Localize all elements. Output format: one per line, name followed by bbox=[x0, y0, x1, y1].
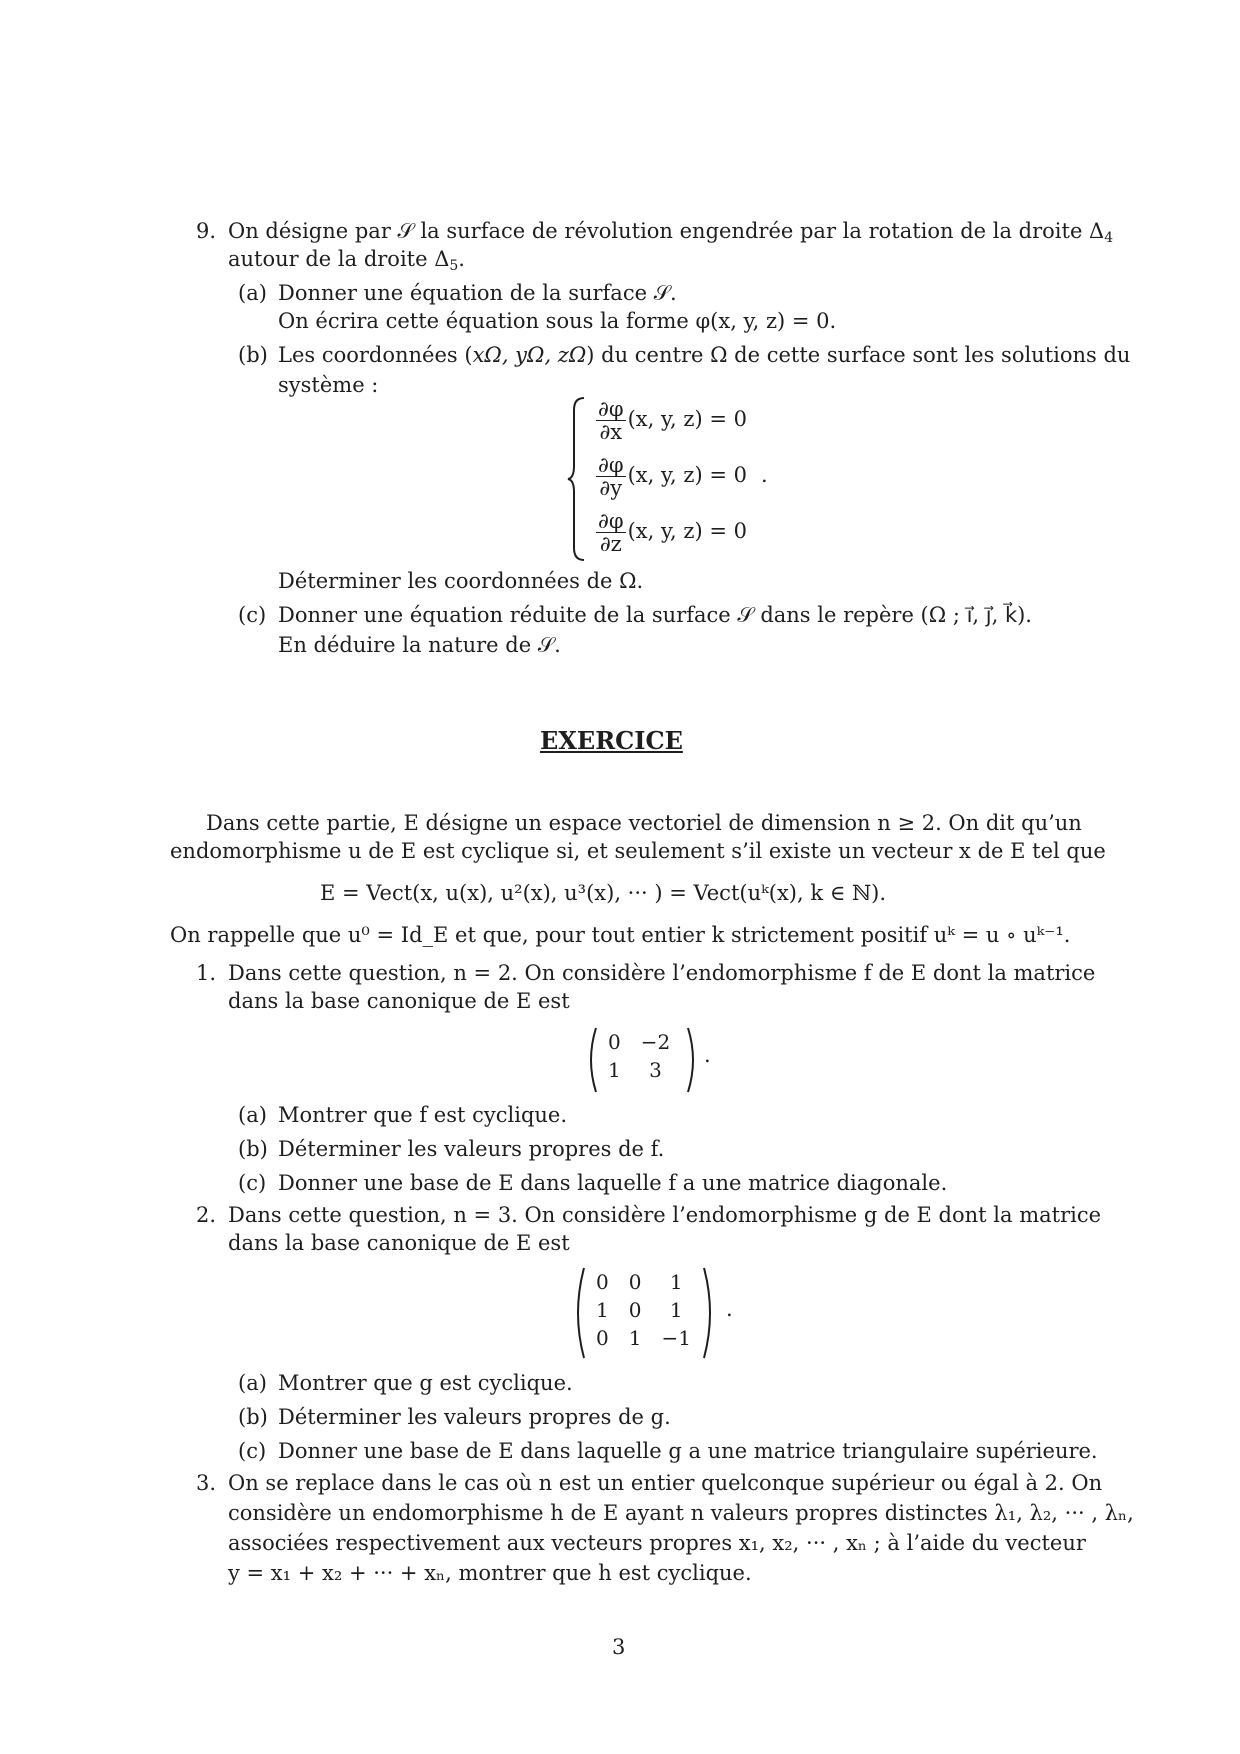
q9-number: 9. bbox=[196, 219, 217, 243]
q1-line-2: dans la base canonique de E est bbox=[228, 989, 570, 1013]
q9-b-line-2: système : bbox=[278, 373, 379, 397]
system-brace bbox=[566, 396, 588, 562]
q9-b-label: (b) bbox=[238, 343, 268, 367]
system-equation-x: $\frac{\partial\varphi}{\partial x}$ (x, y, z) = 0 bbox=[598, 397, 747, 444]
q2-line-1: Dans cette question, n = 3. On considère l’endomorphisme g de E dont la matrice bbox=[228, 1203, 1102, 1227]
q1-b-label: (b) bbox=[238, 1137, 268, 1161]
matrix-g-cell: 1 bbox=[669, 1270, 683, 1294]
matrix-g-dot: . bbox=[726, 1297, 733, 1321]
q9-a-line-2: On écrira cette équation sous la forme φ(x, y, z) = 0. bbox=[278, 309, 837, 333]
matrix-f bbox=[598, 1028, 680, 1084]
q2-b-label: (b) bbox=[238, 1405, 268, 1429]
matrix-g-cell: −1 bbox=[661, 1326, 691, 1350]
q9-c-line-2: En déduire la nature de 𝒮. bbox=[278, 633, 561, 657]
matrix-g-cell: 0 bbox=[596, 1326, 609, 1350]
q1-a-text: Montrer que f est cyclique. bbox=[278, 1103, 568, 1127]
vect-equation: E = Vect(x, u(x), u²(x), u³(x), ··· ) = Vect(uᵏ(x), k ∈ ℕ). bbox=[320, 881, 887, 905]
q2-c-label: (c) bbox=[238, 1439, 267, 1463]
q2-line-2: dans la base canonique de E est bbox=[228, 1231, 570, 1255]
matrix-g-cell: 0 bbox=[596, 1270, 609, 1294]
intro-paragraph-line-2: endomorphisme u de E est cyclique si, et seulement s’il existe un vecteur x de E tel que bbox=[170, 839, 1106, 863]
q9-a-line-1: Donner une équation de la surface 𝒮. bbox=[278, 281, 677, 305]
q9-b-line-1: Les coordonnées (xΩ, yΩ, zΩ) du centre Ω de cette surface sont les solutions du bbox=[278, 343, 1131, 367]
matrix-f-dot: . bbox=[704, 1043, 711, 1067]
q3-line-2: considère un endomorphisme h de E ayant n valeurs propres distinctes λ₁, λ₂, ··· , λₙ, bbox=[228, 1501, 1134, 1525]
q9-b-line-3: Déterminer les coordonnées de Ω. bbox=[278, 569, 644, 593]
q2-c-text: Donner une base de E dans laquelle g a une matrice triangulaire supérieure. bbox=[278, 1439, 1098, 1463]
q2-a-text: Montrer que g est cyclique. bbox=[278, 1371, 573, 1395]
q2-number: 2. bbox=[196, 1203, 217, 1227]
q3-line-1: On se replace dans le cas où n est un entier quelconque supérieur ou égal à 2. On bbox=[228, 1471, 1103, 1495]
q9-c-line-1: Donner une équation réduite de la surface 𝒮 dans le repère (Ω ; i⃗, j⃗, k⃗). bbox=[278, 603, 1032, 627]
matrix-f-cell: 0 bbox=[608, 1030, 621, 1054]
matrix-g-cell: 0 bbox=[628, 1270, 642, 1294]
intro-paragraph-line-1: Dans cette partie, E désigne un espace vectoriel de dimension n ≥ 2. On dit qu’un bbox=[206, 811, 1082, 835]
q9-c-label: (c) bbox=[238, 603, 267, 627]
q3-number: 3. bbox=[196, 1471, 217, 1495]
q1-b-text: Déterminer les valeurs propres de f. bbox=[278, 1137, 665, 1161]
matrix-g-cell: 1 bbox=[596, 1298, 609, 1322]
center-coordinates: xΩ, yΩ, zΩ bbox=[472, 343, 587, 367]
matrix-f-cell: −2 bbox=[640, 1030, 671, 1054]
matrix-g-cell: 0 bbox=[628, 1298, 642, 1322]
q3-line-3: associées respectivement aux vecteurs propres x₁, x₂, ··· , xₙ ; à l’aide du vecteur bbox=[228, 1531, 1086, 1555]
q2-a-label: (a) bbox=[238, 1371, 267, 1395]
system-equation-z: $\frac{\partial\varphi}{\partial z}$ (x, y, z) = 0 bbox=[598, 509, 747, 556]
q1-a-label: (a) bbox=[238, 1103, 267, 1127]
matrix-f-cell: 1 bbox=[608, 1058, 621, 1082]
page-number: 3 bbox=[612, 1635, 626, 1659]
q1-number: 1. bbox=[196, 961, 217, 985]
matrix-g-cell: 1 bbox=[669, 1298, 683, 1322]
q9-intro-line-1: On désigne par 𝒮 la surface de révolution engendrée par la rotation de la droite $\Delta_4$ bbox=[228, 219, 1114, 246]
q1-line-1: Dans cette question, n = 2. On considère l’endomorphisme f de E dont la matrice bbox=[228, 961, 1096, 985]
q1-c-label: (c) bbox=[238, 1171, 267, 1195]
matrix-g-cell: 1 bbox=[628, 1326, 642, 1350]
reminder-line: On rappelle que u⁰ = Id_E et que, pour tout entier k strictement positif uᵏ = u ∘ uᵏ⁻¹. bbox=[170, 923, 1071, 947]
system-equation-y: $\frac{\partial\varphi}{\partial y}$ (x, y, z) = 0 . bbox=[598, 453, 768, 500]
matrix-f-cell: 3 bbox=[649, 1058, 662, 1082]
exercise-title: EXERCICE bbox=[540, 726, 683, 755]
q9-intro-line-2: autour de la droite $\Delta_5$. bbox=[228, 247, 465, 274]
q2-b-text: Déterminer les valeurs propres de g. bbox=[278, 1405, 671, 1429]
matrix-g bbox=[586, 1268, 701, 1352]
q3-line-4: y = x₁ + x₂ + ··· + xₙ, montrer que h est cyclique. bbox=[228, 1561, 752, 1585]
q1-c-text: Donner une base de E dans laquelle f a une matrice diagonale. bbox=[278, 1171, 948, 1195]
q9-a-label: (a) bbox=[238, 281, 267, 305]
